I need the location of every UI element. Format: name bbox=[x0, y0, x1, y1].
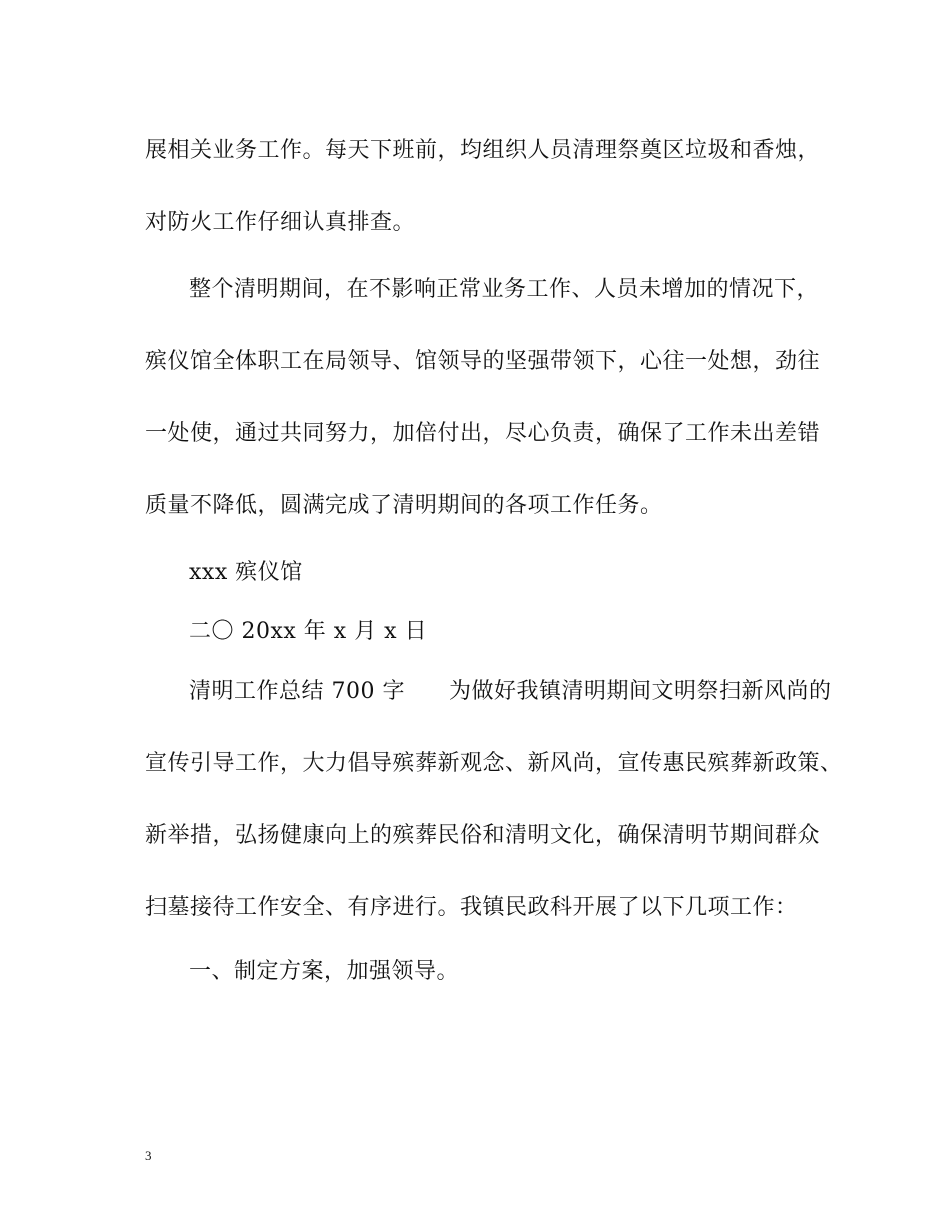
section-heading-line bbox=[189, 677, 832, 707]
article-title: 清明工作总结 700 字 bbox=[189, 679, 405, 704]
text-line: 殡仪馆全体职工在局领导、馆领导的坚强带领下，心往一处想，劲往 bbox=[145, 349, 821, 374]
signature-organization: xxx 殡仪馆 bbox=[189, 560, 303, 585]
text-line: 展相关业务工作。每天下班前，均组织人员清理祭奠区垃圾和香烛， bbox=[145, 138, 821, 163]
text-line: 新举措，弘扬健康向上的殡葬民俗和清明文化，确保清明节期间群众 bbox=[145, 823, 821, 848]
paragraph-start: 为做好我镇清明期间文明祭扫新风尚的 bbox=[448, 679, 832, 704]
text-line: 对防火工作仔细认真排查。 bbox=[145, 210, 416, 235]
signature-date: 二〇 20xx 年 x 月 x 日 bbox=[189, 619, 428, 644]
text-line: 扫墓接待工作安全、有序进行。我镇民政科开展了以下几项工作： bbox=[145, 895, 798, 920]
text-line: 质量不降低，圆满完成了清明期间的各项工作任务。 bbox=[145, 493, 663, 518]
text-line: 宣传引导工作，大力倡导殡葬新观念、新风尚，宣传惠民殡葬新政策、 bbox=[145, 751, 843, 776]
page-number: 3 bbox=[145, 1148, 152, 1163]
subheading: 一、制定方案，加强领导。 bbox=[189, 959, 460, 984]
paragraph-start: 整个清明期间，在不影响正常业务工作、人员未增加的情况下， bbox=[189, 277, 820, 302]
text-line: 一处使，通过共同努力，加倍付出，尽心负责，确保了工作未出差错 bbox=[145, 421, 821, 446]
